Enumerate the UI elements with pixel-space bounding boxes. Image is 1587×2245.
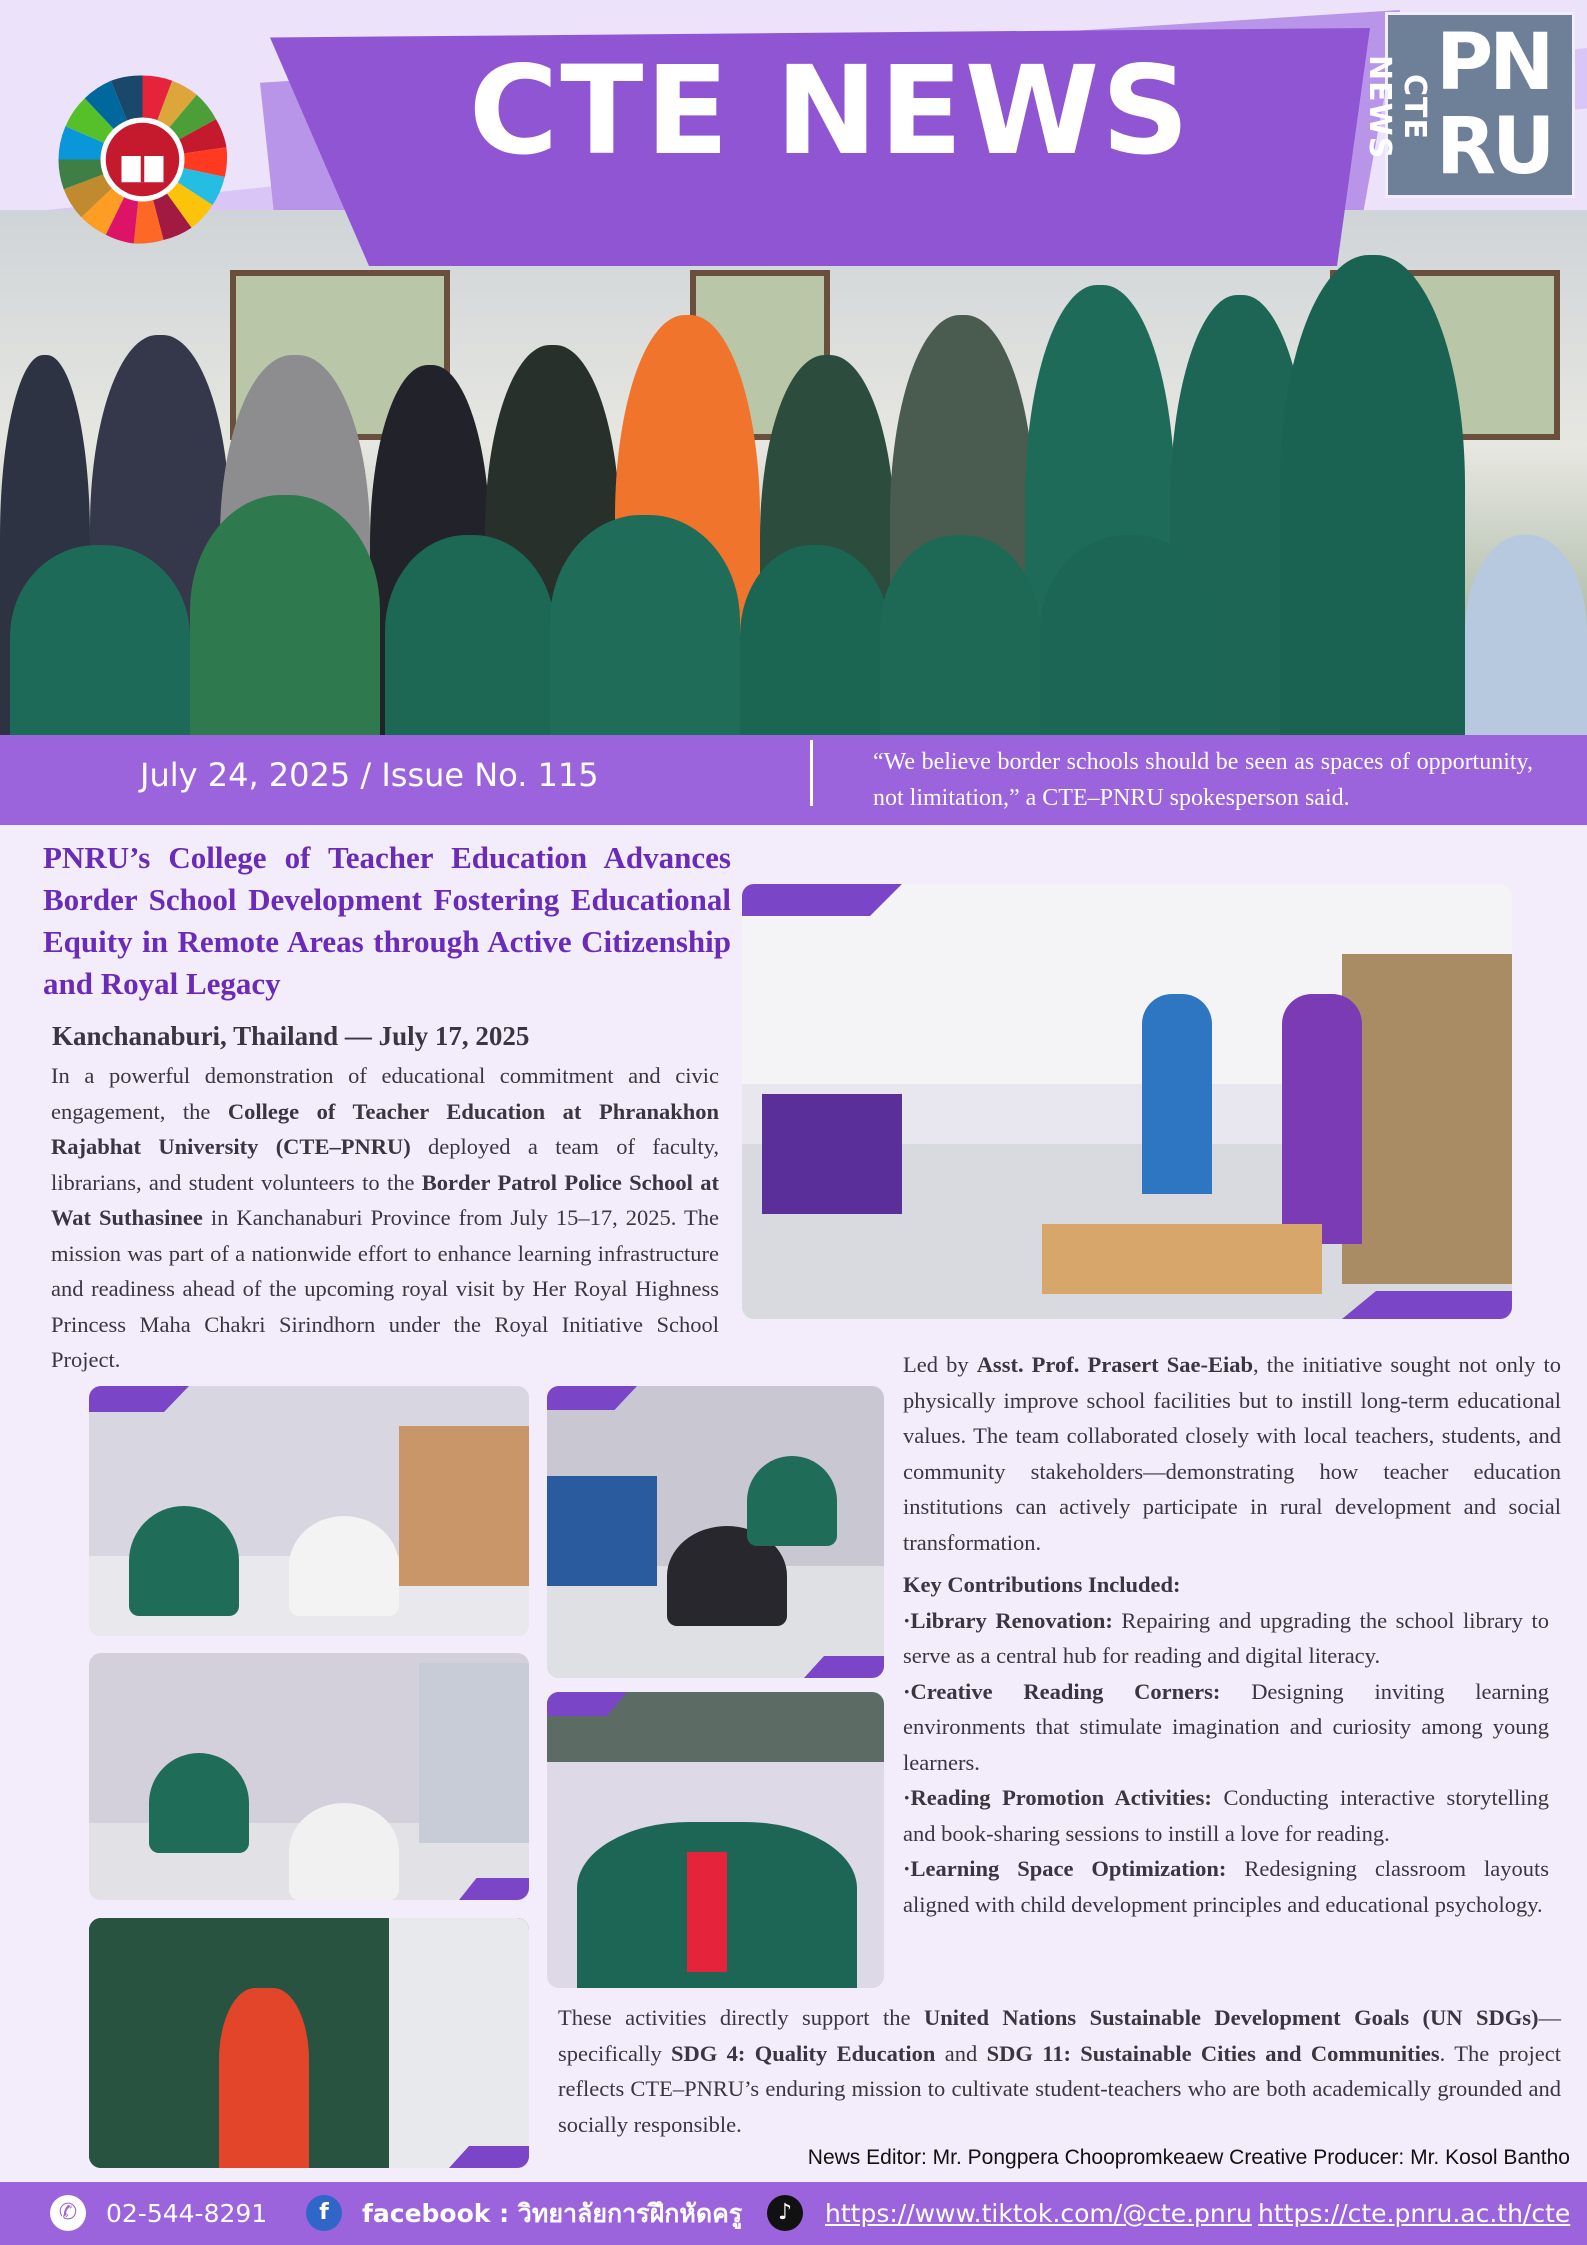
pnru-logo (1362, 12, 1575, 198)
pull-quote: “We believe border schools should be seen as spaces of opportunity, not limitation,” a CTE–PNRU spokesperson said. (873, 749, 1533, 811)
gallery-photo (547, 1386, 884, 1678)
contributions-heading: Key Contributions Included: (903, 1572, 1181, 1597)
hero-group-photo (0, 210, 1587, 735)
footer-website-link[interactable]: https://cte.pnru.ac.th/cte (1258, 2199, 1571, 2228)
article-sdg-paragraph: These activities directly support the United Nations Sustainable Development Goals (UN SDGs)—specifically SDG 4: Quality Education and SDG 11: Sustainable Cities and Communities. The project reflects CTE–PNRU’s enduring mission to cultivate student-teachers who are both academically grounded and socially responsible. (558, 2005, 1562, 2137)
photo-person (550, 515, 740, 735)
contribution-item: ·Reading Promotion Activities: Conducting interactive storytelling and book-sharing sessions to instill a love for reading. (903, 1785, 1550, 1846)
logo-pn: PN (1436, 18, 1551, 108)
gallery-photo (89, 1653, 529, 1900)
photo-person (1465, 535, 1587, 735)
issue-date: July 24, 2025 / Issue No. 115 (140, 756, 599, 794)
photo-person (740, 545, 890, 735)
article-headline: PNRU’s College of Teacher Education Advances Border School Development Fostering Educational Equity in Remote Areas through Active Citizenship and Royal Legacy (43, 840, 731, 1001)
article-intro: In a powerful demonstration of educational commitment and civic engagement, the College of Teacher Education at Phranakhon Rajabhat University (CTE–PNRU) deployed a team of faculty, librarians, and student volunteers to the Border Patrol Police School at Wat Suthasinee in Kanchanaburi Province from July 15–17, 2025. The mission was part of a nationwide effort to enhance learning infrastructure and readiness ahead of the upcoming royal visit by Her Royal Highness Princess Maha Chakri Sirindhorn under the Royal Initiative School Project. (51, 1063, 720, 1372)
band-divider (810, 740, 813, 806)
footer-tiktok-link[interactable]: https://www.tiktok.com/@cte.pnru (825, 2199, 1252, 2228)
logo-side-text: CTE NEWS (1362, 54, 1432, 160)
photo-person (10, 545, 190, 735)
contribution-item: ·Library Renovation: Repairing and upgrading the school library to serve as a central hub for reading and digital literacy. (903, 1607, 1549, 1668)
footer-facebook[interactable]: facebook : วิทยาลัยการฝึกหัดครู (362, 2199, 743, 2228)
key-contributions (903, 1567, 1549, 1922)
facebook-icon: f (306, 2195, 342, 2231)
gallery-photo (89, 1918, 529, 2168)
logo-ru: RU (1436, 102, 1552, 192)
credits: News Editor: Mr. Pongpera Choopromkeaew Creative Producer: Mr. Kosol Bantho (807, 2146, 1570, 2169)
footer-phone[interactable]: 02-544-8291 (106, 2199, 268, 2228)
photo-person (190, 495, 380, 735)
gallery-photo (89, 1386, 529, 1636)
masthead-title: CTE NEWS (468, 40, 1192, 182)
library-photo (742, 884, 1512, 1319)
phone-icon: ✆ (50, 2195, 86, 2231)
contribution-item: ·Learning Space Optimization: Redesigning classroom layouts aligned with child development principles and educational psychology. (903, 1856, 1549, 1917)
photo-person (880, 535, 1040, 735)
photo-person (385, 535, 555, 735)
photo-person (1040, 535, 1220, 735)
gallery-photo (547, 1692, 884, 1988)
sdg-wheel-icon (55, 72, 230, 247)
article-body: Led by Asst. Prof. Prasert Sae-Eiab, the initiative sought not only to physically improve school facilities but to instill long-term educational values. The team collaborated closely with local teachers, students, and community stakeholders—demonstrating how teacher education institutions can actively participate in rural development and social transformation. (903, 1352, 1561, 1555)
tiktok-icon: ♪ (767, 2195, 803, 2231)
photo-person (1280, 255, 1465, 735)
contribution-item: ·Creative Reading Corners: Designing inviting learning environments that stimulate imagination and curiosity among young learners. (903, 1678, 1549, 1775)
article-dateline: Kanchanaburi, Thailand — July 17, 2025 (52, 1021, 530, 1051)
